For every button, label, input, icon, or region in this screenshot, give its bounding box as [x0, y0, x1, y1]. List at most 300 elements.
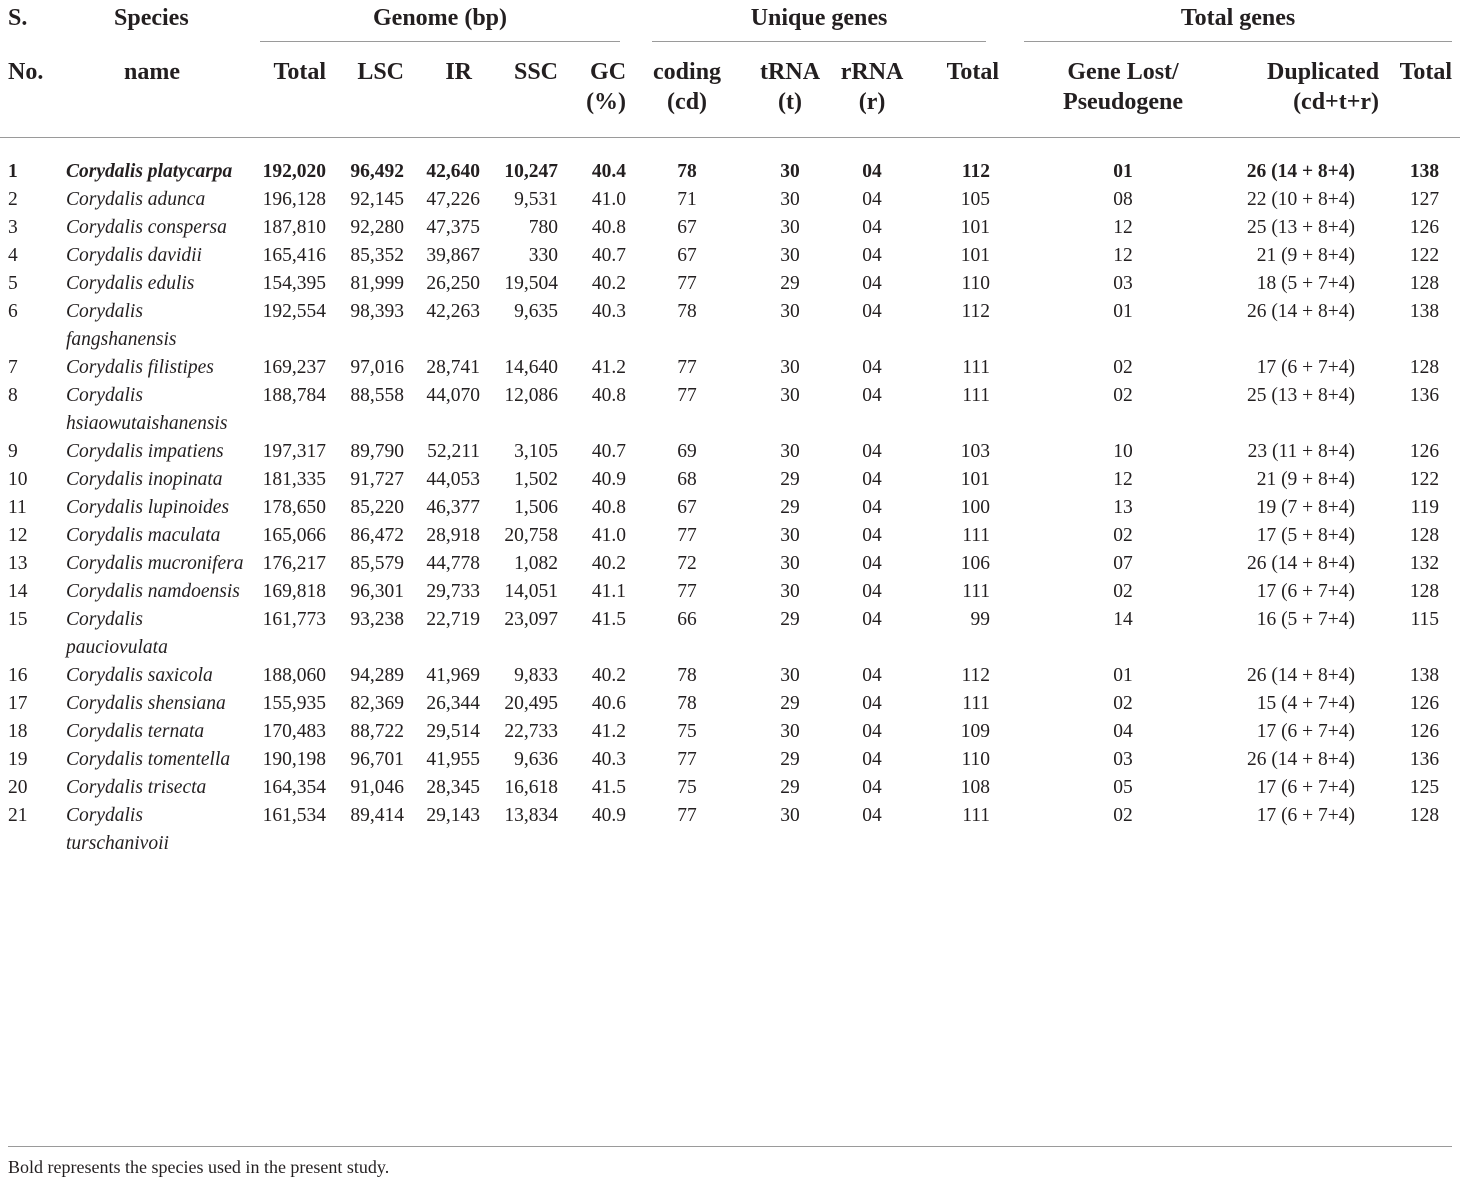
cell-ssc: 19,504 — [504, 273, 558, 294]
cell-genome-total: 161,534 — [262, 805, 326, 826]
cell-gene-lost: 04 — [1113, 721, 1133, 742]
cell-unique-total: 111 — [962, 385, 991, 406]
cell-trna: 30 — [780, 665, 800, 686]
table-row — [0, 718, 1460, 746]
cell-duplicated: 25 (13 + 8+4) — [1246, 217, 1356, 238]
cell-trna: 30 — [780, 385, 800, 406]
cell-trna: 29 — [780, 749, 800, 770]
cell-coding: 78 — [677, 301, 697, 322]
cell-sno: 12 — [8, 525, 28, 546]
table-row — [0, 214, 1460, 242]
cell-gene-lost: 02 — [1113, 525, 1133, 546]
cell-duplicated: 17 (6 + 7+4) — [1256, 805, 1356, 826]
header-sno-top: S. — [8, 5, 28, 31]
cell-species: Corydalis namdoensis — [66, 581, 240, 602]
header-species-top: Species — [114, 5, 189, 31]
cell-gc: 41.5 — [591, 777, 627, 798]
cell-sno: 1 — [8, 161, 18, 182]
cell-gene-lost: 10 — [1113, 441, 1133, 462]
cell-duplicated: 15 (4 + 7+4) — [1256, 693, 1356, 714]
cell-ir: 29,733 — [426, 581, 480, 602]
cell-ssc: 13,834 — [504, 805, 558, 826]
header-species-bottom: name — [60, 43, 250, 138]
cell-species: Corydalis turschanivoii — [66, 805, 169, 854]
table-header — [0, 0, 1460, 138]
cell-total-genes: 126 — [1409, 217, 1440, 238]
cell-unique-total: 101 — [960, 245, 991, 266]
cell-gc: 41.5 — [591, 609, 627, 630]
cell-total-genes: 122 — [1409, 245, 1440, 266]
header-gene-lost: Gene Lost/ Pseudogene — [1004, 43, 1202, 138]
cell-unique-total: 111 — [962, 525, 991, 546]
cell-ir: 52,211 — [427, 441, 480, 462]
cell-species: Corydalis filistipes — [66, 357, 214, 378]
cell-lsc: 96,701 — [350, 749, 404, 770]
footer-divider — [8, 1146, 1452, 1147]
cell-gc: 41.2 — [591, 721, 627, 742]
cell-lsc: 96,492 — [350, 161, 404, 182]
cell-sno: 9 — [8, 441, 18, 462]
cell-ssc: 9,636 — [514, 749, 558, 770]
cell-coding: 78 — [677, 665, 697, 686]
cell-lsc: 88,722 — [350, 721, 404, 742]
cell-rrna: 04 — [862, 217, 882, 238]
cell-rrna: 04 — [862, 665, 882, 686]
cell-genome-total: 161,773 — [262, 609, 326, 630]
cell-gc: 40.9 — [591, 469, 627, 490]
header-rrna: rRNA (r) — [828, 43, 916, 138]
cell-ssc: 10,247 — [504, 161, 558, 182]
table-row — [0, 270, 1460, 298]
cell-unique-total: 99 — [970, 609, 991, 630]
cell-gene-lost: 02 — [1113, 357, 1133, 378]
cell-total-genes: 128 — [1409, 525, 1440, 546]
table-row — [0, 802, 1460, 858]
cell-gene-lost: 03 — [1113, 273, 1133, 294]
cell-duplicated: 26 (14 + 8+4) — [1246, 553, 1356, 574]
table-row — [0, 578, 1460, 606]
cell-rrna: 04 — [862, 357, 882, 378]
cell-unique-total: 100 — [960, 497, 991, 518]
cell-genome-total: 178,650 — [262, 497, 326, 518]
cell-sno: 7 — [8, 357, 18, 378]
cell-unique-total: 101 — [960, 469, 991, 490]
cell-sno: 18 — [8, 721, 28, 742]
cell-gene-lost: 03 — [1113, 749, 1133, 770]
cell-genome-total: 196,128 — [262, 189, 326, 210]
cell-total-genes: 126 — [1409, 721, 1440, 742]
cell-genome-total: 170,483 — [262, 721, 326, 742]
cell-sno: 14 — [8, 581, 28, 602]
cell-lsc: 97,016 — [350, 357, 404, 378]
cell-total-genes: 128 — [1409, 357, 1440, 378]
cell-coding: 67 — [677, 217, 697, 238]
cell-gc: 41.2 — [591, 357, 627, 378]
cell-rrna: 04 — [862, 693, 882, 714]
cell-gc: 40.7 — [591, 245, 627, 266]
cell-gene-lost: 02 — [1113, 805, 1133, 826]
cell-total-genes: 138 — [1409, 665, 1440, 686]
table-footnote: Bold represents the species used in the present study. — [8, 1157, 390, 1177]
cell-duplicated: 16 (5 + 7+4) — [1256, 609, 1356, 630]
cell-unique-total: 111 — [962, 693, 991, 714]
cell-genome-total: 154,395 — [262, 273, 326, 294]
cell-duplicated: 25 (13 + 8+4) — [1246, 385, 1356, 406]
cell-gc: 40.9 — [591, 805, 627, 826]
cell-gene-lost: 01 — [1113, 161, 1133, 182]
cell-gene-lost: 08 — [1113, 189, 1133, 210]
cell-total-genes: 128 — [1409, 581, 1440, 602]
header-lsc: LSC — [330, 43, 408, 138]
cell-gc: 40.3 — [591, 749, 627, 770]
cell-gc: 40.8 — [591, 217, 627, 238]
table-row — [0, 438, 1460, 466]
cell-rrna: 04 — [862, 553, 882, 574]
cell-gc: 40.8 — [591, 385, 627, 406]
table-body — [0, 138, 1460, 859]
cell-ir: 47,226 — [426, 189, 480, 210]
cell-species: Corydalis maculata — [66, 525, 221, 546]
table-row — [0, 298, 1460, 354]
cell-species: Corydalis pauciovulata — [66, 609, 168, 658]
cell-gc: 40.7 — [591, 441, 627, 462]
cell-ssc: 1,502 — [514, 469, 558, 490]
cell-genome-total: 155,935 — [262, 693, 326, 714]
cell-ir: 47,375 — [426, 217, 480, 238]
cell-sno: 2 — [8, 189, 18, 210]
cell-ssc: 330 — [528, 245, 558, 266]
cell-ir: 29,143 — [426, 805, 480, 826]
cell-species: Corydalis lupinoides — [66, 497, 230, 518]
cell-trna: 30 — [780, 357, 800, 378]
cell-lsc: 92,145 — [350, 189, 404, 210]
cell-unique-total: 112 — [961, 161, 991, 182]
cell-sno: 3 — [8, 217, 18, 238]
cell-duplicated: 26 (14 + 8+4) — [1246, 665, 1356, 686]
cell-lsc: 91,727 — [350, 469, 404, 490]
cell-ir: 44,070 — [426, 385, 480, 406]
cell-ssc: 16,618 — [504, 777, 558, 798]
cell-unique-total: 111 — [962, 581, 991, 602]
cell-species: Corydalis adunca — [66, 189, 206, 210]
cell-rrna: 04 — [862, 777, 882, 798]
cell-total-genes: 126 — [1409, 441, 1440, 462]
cell-ir: 26,250 — [426, 273, 480, 294]
cell-rrna: 04 — [862, 721, 882, 742]
cell-unique-total: 109 — [960, 721, 991, 742]
cell-genome-total: 190,198 — [262, 749, 326, 770]
cell-total-genes: 119 — [1410, 497, 1440, 518]
cell-rrna: 04 — [862, 441, 882, 462]
header-ssc: SSC — [484, 43, 560, 138]
cell-duplicated: 17 (6 + 7+4) — [1256, 581, 1356, 602]
cell-rrna: 04 — [862, 469, 882, 490]
cell-gene-lost: 14 — [1113, 609, 1133, 630]
cell-species: Corydalis hsiaowutaishanensis — [66, 385, 228, 434]
cell-species: Corydalis ternata — [66, 721, 205, 742]
cell-genome-total: 187,810 — [262, 217, 326, 238]
table-row — [0, 138, 1460, 187]
cell-ssc: 1,082 — [514, 553, 558, 574]
cell-species: Corydalis impatiens — [66, 441, 224, 462]
cell-coding: 77 — [677, 385, 697, 406]
cell-sno: 6 — [8, 301, 18, 322]
cell-gc: 40.6 — [591, 693, 627, 714]
cell-duplicated: 26 (14 + 8+4) — [1246, 749, 1356, 770]
header-group-row — [0, 0, 1460, 43]
cell-duplicated: 21 (9 + 8+4) — [1256, 245, 1356, 266]
cell-duplicated: 17 (6 + 7+4) — [1256, 721, 1356, 742]
cell-ir: 41,955 — [426, 749, 480, 770]
cell-gc: 40.2 — [591, 553, 627, 574]
cell-coding: 72 — [677, 553, 697, 574]
table-row — [0, 186, 1460, 214]
cell-rrna: 04 — [862, 749, 882, 770]
cell-species: Corydalis platycarpa — [66, 161, 233, 182]
cell-coding: 78 — [677, 693, 697, 714]
header-genome-group — [250, 0, 638, 43]
cell-gc: 40.3 — [591, 301, 627, 322]
cell-lsc: 82,369 — [350, 693, 404, 714]
table-row — [0, 550, 1460, 578]
cell-gene-lost: 01 — [1113, 301, 1133, 322]
cell-lsc: 98,393 — [350, 301, 404, 322]
header-sno-bottom: No. — [0, 43, 60, 138]
cell-ir: 29,514 — [426, 721, 480, 742]
genome-group-label: Genome (bp) — [260, 3, 620, 42]
cell-coding: 66 — [677, 609, 697, 630]
cell-genome-total: 169,237 — [262, 357, 326, 378]
cell-total-genes: 127 — [1409, 189, 1440, 210]
cell-duplicated: 17 (6 + 7+4) — [1256, 777, 1356, 798]
cell-duplicated: 17 (5 + 8+4) — [1256, 525, 1356, 546]
cell-trna: 30 — [780, 553, 800, 574]
cell-unique-total: 110 — [961, 749, 991, 770]
cell-total-genes: 136 — [1409, 749, 1440, 770]
cell-ssc: 20,758 — [504, 525, 558, 546]
table-row — [0, 662, 1460, 690]
cell-rrna: 04 — [862, 609, 882, 630]
cell-sno: 5 — [8, 273, 18, 294]
cell-coding: 67 — [677, 497, 697, 518]
cell-trna: 29 — [780, 497, 800, 518]
cell-genome-total: 165,416 — [262, 245, 326, 266]
cell-gene-lost: 02 — [1113, 385, 1133, 406]
header-unique-total: Total — [916, 43, 1004, 138]
cell-genome-total: 188,784 — [262, 385, 326, 406]
cell-species: Corydalis saxicola — [66, 665, 213, 686]
cell-total-genes: 125 — [1409, 777, 1440, 798]
cell-gc: 40.8 — [591, 497, 627, 518]
cell-ssc: 3,105 — [514, 441, 558, 462]
cell-ir: 41,969 — [426, 665, 480, 686]
cell-sno: 16 — [8, 665, 28, 686]
cell-gene-lost: 07 — [1113, 553, 1133, 574]
cell-genome-total: 164,354 — [262, 777, 326, 798]
cell-gene-lost: 13 — [1113, 497, 1133, 518]
cell-gc: 41.0 — [591, 525, 627, 546]
cell-lsc: 94,289 — [350, 665, 404, 686]
cell-ir: 44,778 — [426, 553, 480, 574]
cell-genome-total: 192,554 — [262, 301, 326, 322]
cell-sno: 8 — [8, 385, 18, 406]
cell-coding: 77 — [677, 581, 697, 602]
cell-ir: 42,263 — [426, 301, 480, 322]
header-gc: GC (%) — [560, 43, 638, 138]
cell-trna: 30 — [780, 301, 800, 322]
cell-coding: 69 — [677, 441, 697, 462]
header-total-genes: Total — [1382, 43, 1460, 138]
cell-sno: 4 — [8, 245, 18, 266]
cell-unique-total: 112 — [961, 301, 991, 322]
cell-coding: 75 — [677, 721, 697, 742]
cell-gene-lost: 05 — [1113, 777, 1133, 798]
cell-lsc: 88,558 — [350, 385, 404, 406]
cell-species: Corydalis davidii — [66, 245, 202, 266]
cell-ssc: 9,833 — [514, 665, 558, 686]
cell-duplicated: 19 (7 + 8+4) — [1256, 497, 1356, 518]
cell-ssc: 23,097 — [504, 609, 558, 630]
cell-ssc: 14,640 — [504, 357, 558, 378]
table-row — [0, 746, 1460, 774]
cell-ssc: 9,635 — [514, 301, 558, 322]
cell-duplicated: 26 (14 + 8+4) — [1246, 161, 1356, 182]
cell-gc: 41.0 — [591, 189, 627, 210]
cell-trna: 29 — [780, 469, 800, 490]
cell-trna: 30 — [780, 525, 800, 546]
cell-ir: 44,053 — [426, 469, 480, 490]
cell-duplicated: 23 (11 + 8+4) — [1247, 441, 1356, 462]
cell-rrna: 04 — [862, 189, 882, 210]
cell-rrna: 04 — [862, 245, 882, 266]
cell-genome-total: 176,217 — [262, 553, 326, 574]
cell-coding: 67 — [677, 245, 697, 266]
table-row — [0, 494, 1460, 522]
cell-total-genes: 132 — [1409, 553, 1440, 574]
cell-ir: 42,640 — [426, 161, 480, 182]
cell-species: Corydalis fangshanensis — [66, 301, 177, 350]
cell-coding: 68 — [677, 469, 697, 490]
cell-trna: 30 — [780, 217, 800, 238]
cell-lsc: 85,352 — [350, 245, 404, 266]
table-row — [0, 466, 1460, 494]
cell-lsc: 89,790 — [350, 441, 404, 462]
header-genome-total: Total — [250, 43, 330, 138]
cell-duplicated: 18 (5 + 7+4) — [1256, 273, 1356, 294]
cell-ir: 28,345 — [426, 777, 480, 798]
cell-trna: 30 — [780, 581, 800, 602]
cell-ssc: 20,495 — [504, 693, 558, 714]
total-group-label: Total genes — [1024, 3, 1452, 42]
cell-species: Corydalis shensiana — [66, 693, 226, 714]
cell-gene-lost: 02 — [1113, 581, 1133, 602]
header-ir: IR — [408, 43, 484, 138]
cell-lsc: 89,414 — [350, 805, 404, 826]
table-row — [0, 690, 1460, 718]
cell-species: Corydalis conspersa — [66, 217, 227, 238]
cell-unique-total: 108 — [960, 777, 991, 798]
cell-species: Corydalis inopinata — [66, 469, 223, 490]
cell-duplicated: 17 (6 + 7+4) — [1256, 357, 1356, 378]
cell-total-genes: 138 — [1409, 301, 1440, 322]
cell-gene-lost: 12 — [1113, 217, 1133, 238]
cell-lsc: 81,999 — [350, 273, 404, 294]
cell-trna: 29 — [780, 273, 800, 294]
cell-genome-total: 188,060 — [262, 665, 326, 686]
cell-gene-lost: 02 — [1113, 693, 1133, 714]
cell-rrna: 04 — [862, 273, 882, 294]
cell-rrna: 04 — [862, 161, 882, 182]
header-total-group — [1004, 0, 1460, 43]
cell-rrna: 04 — [862, 805, 882, 826]
cell-rrna: 04 — [862, 581, 882, 602]
cell-genome-total: 197,317 — [262, 441, 326, 462]
cell-gc: 40.2 — [591, 273, 627, 294]
cell-lsc: 86,472 — [350, 525, 404, 546]
cell-ssc: 14,051 — [504, 581, 558, 602]
cell-gc: 40.2 — [591, 665, 627, 686]
cell-ir: 28,741 — [426, 357, 480, 378]
cell-gc: 40.4 — [591, 161, 627, 182]
cell-lsc: 85,579 — [350, 553, 404, 574]
cell-unique-total: 112 — [961, 665, 991, 686]
cell-total-genes: 122 — [1409, 469, 1440, 490]
cell-rrna: 04 — [862, 497, 882, 518]
cell-coding: 78 — [677, 161, 697, 182]
cell-coding: 77 — [677, 357, 697, 378]
cell-coding: 77 — [677, 525, 697, 546]
cell-genome-total: 169,818 — [262, 581, 326, 602]
cell-trna: 30 — [780, 189, 800, 210]
table-row — [0, 242, 1460, 270]
cell-coding: 75 — [677, 777, 697, 798]
cell-ssc: 9,531 — [514, 189, 558, 210]
table-row — [0, 774, 1460, 802]
cell-trna: 30 — [780, 805, 800, 826]
cell-ssc: 1,506 — [514, 497, 558, 518]
cell-genome-total: 181,335 — [262, 469, 326, 490]
cell-unique-total: 103 — [960, 441, 991, 462]
cell-gene-lost: 01 — [1113, 665, 1133, 686]
cell-lsc: 93,238 — [350, 609, 404, 630]
cell-gene-lost: 12 — [1113, 469, 1133, 490]
table-row — [0, 354, 1460, 382]
cell-unique-total: 106 — [960, 553, 991, 574]
cell-rrna: 04 — [862, 385, 882, 406]
cell-trna: 30 — [780, 441, 800, 462]
cell-rrna: 04 — [862, 301, 882, 322]
cell-unique-total: 111 — [962, 357, 991, 378]
cell-gc: 41.1 — [591, 581, 627, 602]
cell-ir: 46,377 — [426, 497, 480, 518]
cell-species: Corydalis mucronifera — [66, 553, 244, 574]
cell-total-genes: 115 — [1410, 609, 1440, 630]
cell-duplicated: 22 (10 + 8+4) — [1246, 189, 1356, 210]
header-coding: coding (cd) — [638, 43, 732, 138]
cell-coding: 77 — [677, 273, 697, 294]
cell-trna: 29 — [780, 777, 800, 798]
cell-unique-total: 105 — [960, 189, 991, 210]
table-row — [0, 382, 1460, 438]
cell-coding: 71 — [677, 189, 697, 210]
cell-total-genes: 128 — [1409, 273, 1440, 294]
cell-genome-total: 192,020 — [262, 161, 326, 182]
header-unique-group — [638, 0, 1004, 43]
cell-sno: 13 — [8, 553, 28, 574]
cell-species: Corydalis trisecta — [66, 777, 207, 798]
cell-total-genes: 138 — [1409, 161, 1440, 182]
cell-sno: 20 — [8, 777, 28, 798]
